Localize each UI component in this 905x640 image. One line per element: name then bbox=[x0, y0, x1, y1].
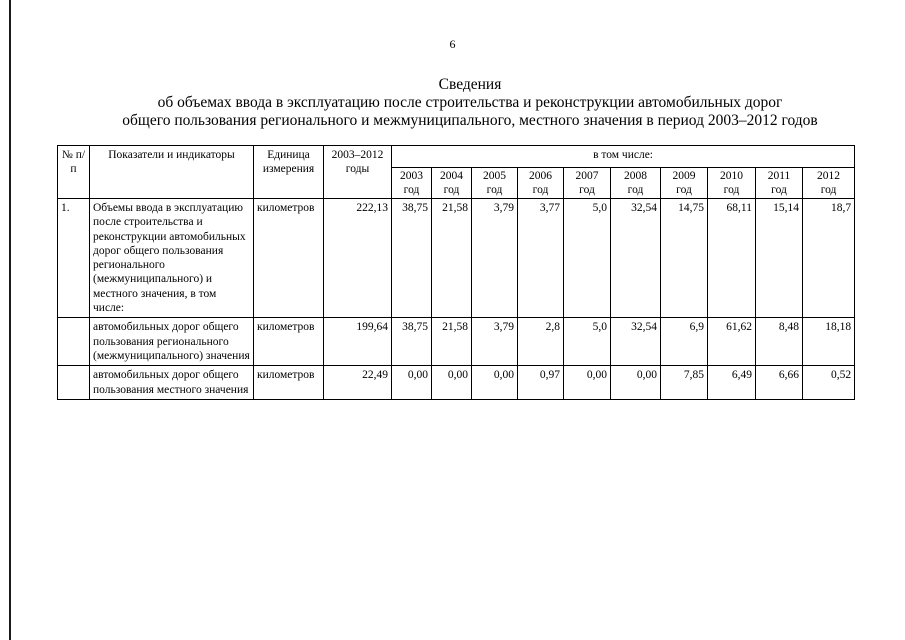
row-number: 1. bbox=[58, 199, 90, 318]
row-number bbox=[58, 318, 90, 366]
row-value-2011: 15,14 bbox=[756, 199, 803, 318]
row-value-2003: 38,75 bbox=[392, 318, 432, 366]
row-value-2007: 5,0 bbox=[564, 199, 611, 318]
row-value-2009: 7,85 bbox=[661, 366, 708, 400]
table-row bbox=[58, 199, 855, 318]
row-value-2006: 2,8 bbox=[518, 318, 564, 366]
row-value-2005: 3,79 bbox=[472, 318, 518, 366]
row-total: 22,49 bbox=[324, 366, 392, 400]
row-value-2012: 18,18 bbox=[803, 318, 855, 366]
row-value-2004: 21,58 bbox=[432, 199, 472, 318]
header-year-2003: 2003 год bbox=[392, 168, 432, 199]
row-unit: километров bbox=[254, 318, 324, 366]
row-value-2008: 0,00 bbox=[611, 366, 661, 400]
heading-subtitle-line1: об объемах ввода в эксплуатацию после строительства и реконструкции автомобильных дорог bbox=[157, 94, 783, 111]
header-year-2010: 2010 год bbox=[708, 168, 756, 199]
row-value-2012: 0,52 bbox=[803, 366, 855, 400]
row-value-2004: 21,58 bbox=[432, 318, 472, 366]
row-value-2009: 6,9 bbox=[661, 318, 708, 366]
row-value-2006: 0,97 bbox=[518, 366, 564, 400]
header-year-2007: 2007 год bbox=[564, 168, 611, 199]
row-value-2005: 3,79 bbox=[472, 199, 518, 318]
row-value-2007: 0,00 bbox=[564, 366, 611, 400]
page-left-border bbox=[9, 0, 11, 640]
row-total: 222,13 bbox=[324, 199, 392, 318]
page-number: 6 bbox=[449, 37, 456, 51]
row-value-2011: 8,48 bbox=[756, 318, 803, 366]
document-heading bbox=[40, 76, 900, 130]
table-row bbox=[58, 318, 855, 366]
row-value-2004: 0,00 bbox=[432, 366, 472, 400]
header-year-2012: 2012 год bbox=[803, 168, 855, 199]
row-indicator: Объемы ввода в эксплуатацию после строительства и реконструкции автомобильных дорог общего пользования регионального (межмуниципального) и местного значения, в том числе: bbox=[90, 199, 254, 318]
row-number bbox=[58, 366, 90, 400]
row-value-2007: 5,0 bbox=[564, 318, 611, 366]
table-header-row bbox=[58, 146, 855, 168]
row-value-2003: 38,75 bbox=[392, 199, 432, 318]
row-indicator: автомобильных дорог общего пользования регионального (межмуниципального) значения bbox=[90, 318, 254, 366]
row-value-2012: 18,7 bbox=[803, 199, 855, 318]
row-value-2003: 0,00 bbox=[392, 366, 432, 400]
row-value-2009: 14,75 bbox=[661, 199, 708, 318]
row-value-2010: 68,11 bbox=[708, 199, 756, 318]
heading-title: Сведения bbox=[438, 76, 502, 93]
header-year-2005: 2005 год bbox=[472, 168, 518, 199]
row-value-2008: 32,54 bbox=[611, 199, 661, 318]
row-value-2010: 61,62 bbox=[708, 318, 756, 366]
row-value-2010: 6,49 bbox=[708, 366, 756, 400]
row-value-2008: 32,54 bbox=[611, 318, 661, 366]
header-including: в том числе: bbox=[392, 146, 855, 168]
header-number: № п/п bbox=[58, 146, 90, 199]
row-total: 199,64 bbox=[324, 318, 392, 366]
row-unit: километров bbox=[254, 366, 324, 400]
header-year-2004: 2004 год bbox=[432, 168, 472, 199]
header-year-2008: 2008 год bbox=[611, 168, 661, 199]
heading-subtitle-line2: общего пользования регионального и межмуниципального, местного значения в период 2003–2012 годов bbox=[122, 112, 818, 129]
header-year-2009: 2009 год bbox=[661, 168, 708, 199]
statistics-table bbox=[57, 145, 855, 400]
header-unit: Единица измерения bbox=[254, 146, 324, 199]
row-unit: километров bbox=[254, 199, 324, 318]
header-year-2006: 2006 год bbox=[518, 168, 564, 199]
row-value-2006: 3,77 bbox=[518, 199, 564, 318]
row-value-2005: 0,00 bbox=[472, 366, 518, 400]
header-total: 2003–2012 годы bbox=[324, 146, 392, 199]
row-value-2011: 6,66 bbox=[756, 366, 803, 400]
header-year-2011: 2011 год bbox=[756, 168, 803, 199]
header-indicators: Показатели и индикаторы bbox=[90, 146, 254, 199]
table-row bbox=[58, 366, 855, 400]
row-indicator: автомобильных дорог общего пользования местного значения bbox=[90, 366, 254, 400]
